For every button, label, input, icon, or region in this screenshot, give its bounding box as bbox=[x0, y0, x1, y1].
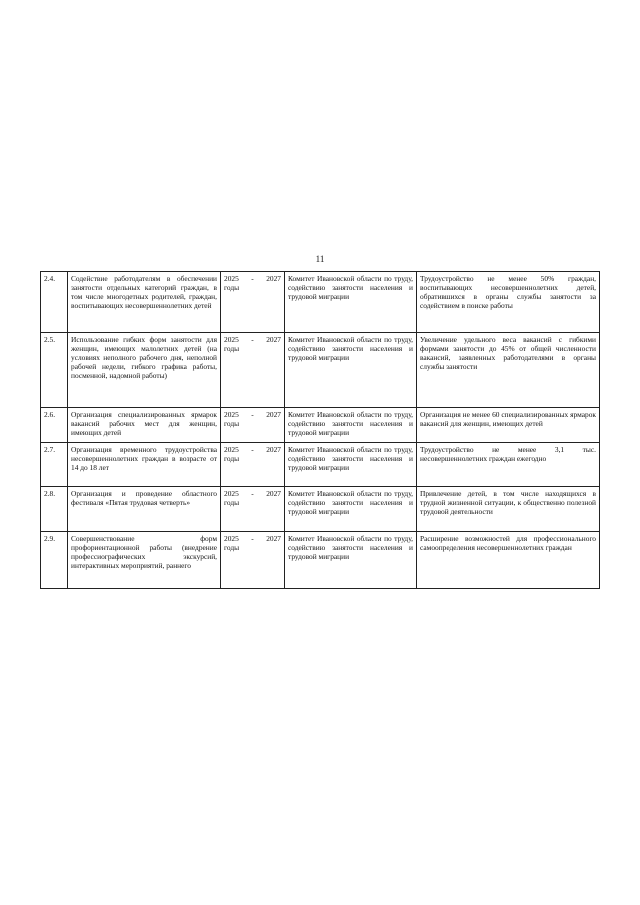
expected-result: Увеличение удельного веса вакансий с гибкими формами занятости до 45% от общей численности вакансий, заявленных работодателями в органы службы занятости bbox=[417, 333, 600, 408]
period-to: 2027 bbox=[266, 445, 281, 454]
measure-name: Совершенствование форм профориентационной работы (внедрение профессиографических экскурсий, интерактивных мероприятий, раннего bbox=[68, 532, 221, 589]
period-range bbox=[224, 410, 281, 419]
page-number: 11 bbox=[315, 254, 325, 264]
period-dash: - bbox=[251, 335, 254, 344]
responsible-agency: Комитет Ивановской области по труду, содействию занятости населения и трудовой миграции bbox=[285, 487, 417, 532]
period-dash: - bbox=[251, 410, 254, 419]
period-range bbox=[224, 335, 281, 344]
measure-name: Содействие работодателям в обеспечении занятости отдельных категорий граждан, в том числе многодетных родителей, граждан, воспитывающих несовершеннолетних детей bbox=[68, 272, 221, 333]
period-to: 2027 bbox=[266, 274, 281, 283]
measure-name: Организация и проведение областного фестиваля «Пятая трудовая четверть» bbox=[68, 487, 221, 532]
measure-name: Использование гибких форм занятости для женщин, имеющих малолетних детей (на условиях неполного рабочего дня, неполной рабочей недели, гибкого графика работы, посменной, надомной работы) bbox=[68, 333, 221, 408]
responsible-agency: Комитет Ивановской области по труду, содействию занятости населения и трудовой миграции bbox=[285, 272, 417, 333]
measure-name: Организация временного трудоустройства несовершеннолетних граждан в возрасте от 14 до 18 лет bbox=[68, 443, 221, 487]
period-cell bbox=[221, 487, 285, 532]
responsible-agency: Комитет Ивановской области по труду, содействию занятости населения и трудовой миграции bbox=[285, 532, 417, 589]
period-unit: годы bbox=[224, 419, 240, 428]
measure-name: Организация специализированных ярмарок вакансий рабочих мест для женщин, имеющих детей bbox=[68, 408, 221, 443]
period-to: 2027 bbox=[266, 534, 281, 543]
period-range bbox=[224, 445, 281, 454]
period-unit: годы bbox=[224, 344, 240, 353]
row-number: 2.8. bbox=[41, 487, 68, 532]
responsible-agency: Комитет Ивановской области по труду, содействию занятости населения и трудовой миграции bbox=[285, 443, 417, 487]
measures-table-body bbox=[41, 272, 600, 589]
period-range bbox=[224, 489, 281, 498]
row-number: 2.9. bbox=[41, 532, 68, 589]
period-cell bbox=[221, 408, 285, 443]
row-number: 2.6. bbox=[41, 408, 68, 443]
period-from: 2025 bbox=[224, 274, 239, 283]
expected-result: Трудоустройство не менее 3,1 тыс. несовершеннолетних граждан ежегодно bbox=[417, 443, 600, 487]
expected-result: Расширение возможностей для профессионального самоопределения несовершеннолетних граждан bbox=[417, 532, 600, 589]
period-range bbox=[224, 534, 281, 543]
table-row bbox=[41, 487, 600, 532]
period-range bbox=[224, 274, 281, 283]
table-row bbox=[41, 408, 600, 443]
expected-result: Привлечение детей, в том числе находящихся в трудной жизненной ситуации, к общественно полезной трудовой деятельности bbox=[417, 487, 600, 532]
table-row bbox=[41, 532, 600, 589]
period-dash: - bbox=[251, 489, 254, 498]
period-from: 2025 bbox=[224, 534, 239, 543]
period-from: 2025 bbox=[224, 489, 239, 498]
responsible-agency: Комитет Ивановской области по труду, содействию занятости населения и трудовой миграции bbox=[285, 408, 417, 443]
period-cell bbox=[221, 272, 285, 333]
row-number: 2.4. bbox=[41, 272, 68, 333]
period-cell bbox=[221, 333, 285, 408]
period-unit: годы bbox=[224, 498, 240, 507]
period-unit: годы bbox=[224, 454, 240, 463]
period-to: 2027 bbox=[266, 335, 281, 344]
period-from: 2025 bbox=[224, 445, 239, 454]
table-row bbox=[41, 272, 600, 333]
measures-table bbox=[40, 271, 600, 589]
period-from: 2025 bbox=[224, 410, 239, 419]
period-to: 2027 bbox=[266, 410, 281, 419]
period-dash: - bbox=[251, 274, 254, 283]
table-row bbox=[41, 443, 600, 487]
expected-result: Трудоустройство не менее 50% граждан, воспитывающих несовершеннолетних детей, обратившихся в органы службы занятости за содействием в поиске работы bbox=[417, 272, 600, 333]
period-unit: годы bbox=[224, 543, 240, 552]
row-number: 2.5. bbox=[41, 333, 68, 408]
period-dash: - bbox=[251, 445, 254, 454]
period-cell bbox=[221, 443, 285, 487]
expected-result: Организация не менее 60 специализированных ярмарок вакансий для женщин, имеющих детей bbox=[417, 408, 600, 443]
period-from: 2025 bbox=[224, 335, 239, 344]
period-cell bbox=[221, 532, 285, 589]
row-number: 2.7. bbox=[41, 443, 68, 487]
table-row bbox=[41, 333, 600, 408]
period-to: 2027 bbox=[266, 489, 281, 498]
period-unit: годы bbox=[224, 283, 240, 292]
responsible-agency: Комитет Ивановской области по труду, содействию занятости населения и трудовой миграции bbox=[285, 333, 417, 408]
period-dash: - bbox=[251, 534, 254, 543]
